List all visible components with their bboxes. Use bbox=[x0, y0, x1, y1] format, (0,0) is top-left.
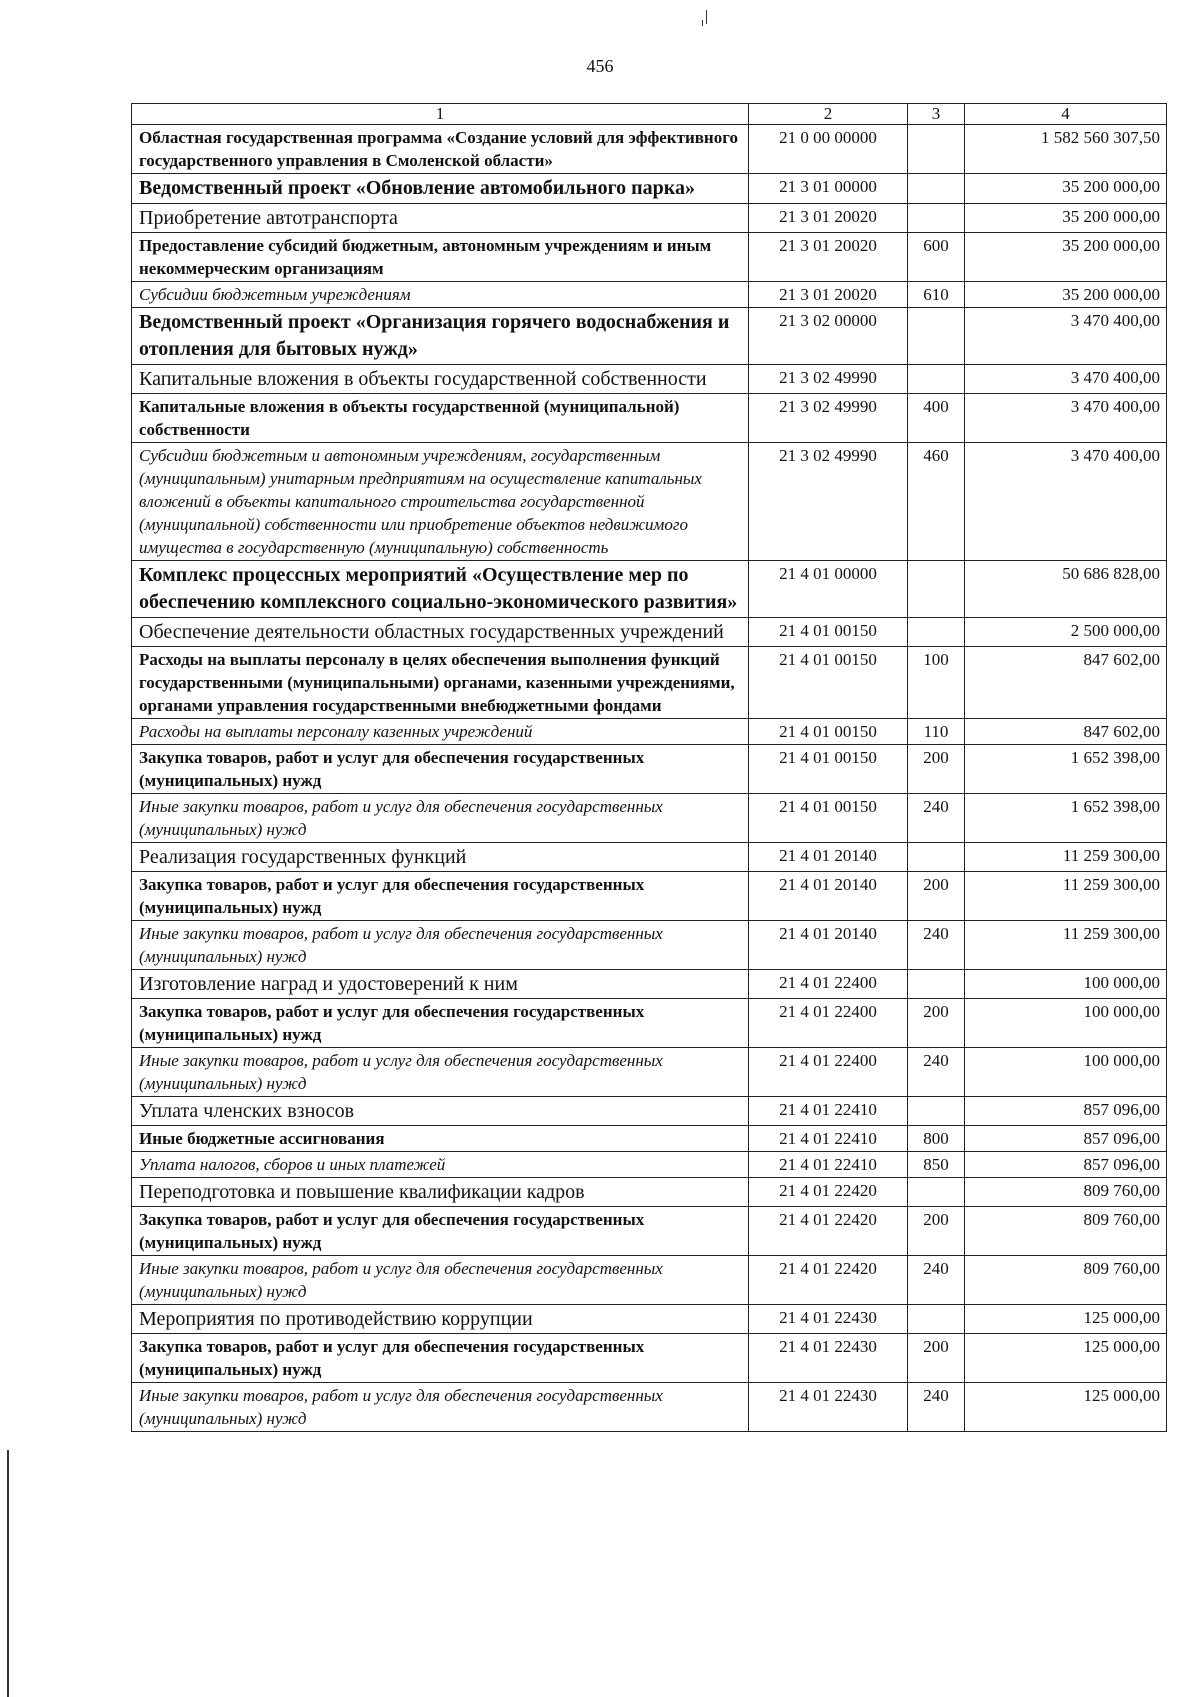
row-name: Уплата налогов, сборов и иных платежей bbox=[132, 1152, 749, 1178]
row-code: 21 4 01 20140 bbox=[749, 921, 908, 970]
row-name: Расходы на выплаты персоналу казенных учреждений bbox=[132, 719, 749, 745]
table-row bbox=[132, 443, 1167, 561]
row-expense-type: 240 bbox=[908, 794, 965, 843]
row-code: 21 4 01 22420 bbox=[749, 1178, 908, 1207]
row-name: Иные бюджетные ассигнования bbox=[132, 1126, 749, 1152]
row-code: 21 3 02 49990 bbox=[749, 443, 908, 561]
row-name: Закупка товаров, работ и услуг для обеспечения государственных (муниципальных) нужд bbox=[132, 745, 749, 794]
header-col-4: 4 bbox=[965, 104, 1167, 125]
row-name: Закупка товаров, работ и услуг для обеспечения государственных (муниципальных) нужд bbox=[132, 999, 749, 1048]
row-code: 21 3 02 49990 bbox=[749, 365, 908, 394]
row-code: 21 4 01 22430 bbox=[749, 1305, 908, 1334]
row-sum: 100 000,00 bbox=[965, 999, 1167, 1048]
table-row bbox=[132, 999, 1167, 1048]
row-name: Субсидии бюджетным учреждениям bbox=[132, 282, 749, 308]
row-name: Закупка товаров, работ и услуг для обеспечения государственных (муниципальных) нужд bbox=[132, 1334, 749, 1383]
row-name: Закупка товаров, работ и услуг для обеспечения государственных (муниципальных) нужд bbox=[132, 1207, 749, 1256]
row-expense-type: 200 bbox=[908, 1334, 965, 1383]
row-name: Иные закупки товаров, работ и услуг для обеспечения государственных (муниципальных) нужд bbox=[132, 1256, 749, 1305]
table-row bbox=[132, 1152, 1167, 1178]
page-number: 456 bbox=[586, 56, 614, 76]
row-name: Обеспечение деятельности областных государственных учреждений bbox=[132, 618, 749, 647]
row-expense-type: 610 bbox=[908, 282, 965, 308]
budget-table bbox=[131, 103, 1167, 1432]
header-col-1: 1 bbox=[132, 104, 749, 125]
header-col-2: 2 bbox=[749, 104, 908, 125]
row-code: 21 3 01 20020 bbox=[749, 233, 908, 282]
table-row bbox=[132, 204, 1167, 233]
row-code: 21 4 01 00150 bbox=[749, 719, 908, 745]
row-sum: 857 096,00 bbox=[965, 1152, 1167, 1178]
row-sum: 857 096,00 bbox=[965, 1097, 1167, 1126]
row-expense-type: 240 bbox=[908, 921, 965, 970]
row-expense-type bbox=[908, 1305, 965, 1334]
row-sum: 857 096,00 bbox=[965, 1126, 1167, 1152]
row-expense-type: 460 bbox=[908, 443, 965, 561]
table-header bbox=[132, 104, 1167, 125]
row-sum: 3 470 400,00 bbox=[965, 394, 1167, 443]
row-name: Реализация государственных функций bbox=[132, 843, 749, 872]
table-row bbox=[132, 1383, 1167, 1432]
row-code: 21 3 01 20020 bbox=[749, 282, 908, 308]
table-row bbox=[132, 233, 1167, 282]
row-code: 21 3 01 00000 bbox=[749, 174, 908, 204]
row-sum: 3 470 400,00 bbox=[965, 308, 1167, 365]
row-code: 21 4 01 00150 bbox=[749, 745, 908, 794]
row-code: 21 4 01 22420 bbox=[749, 1207, 908, 1256]
table-body bbox=[132, 125, 1167, 1432]
row-sum: 125 000,00 bbox=[965, 1305, 1167, 1334]
table-row bbox=[132, 921, 1167, 970]
table-row bbox=[132, 618, 1167, 647]
row-name: Иные закупки товаров, работ и услуг для обеспечения государственных (муниципальных) нужд bbox=[132, 1383, 749, 1432]
row-name: Переподготовка и повышение квалификации кадров bbox=[132, 1178, 749, 1207]
table-row bbox=[132, 561, 1167, 618]
row-name: Иные закупки товаров, работ и услуг для обеспечения государственных (муниципальных) нужд bbox=[132, 1048, 749, 1097]
row-name: Расходы на выплаты персоналу в целях обеспечения выполнения функций государственными (муниципальными) органами, казенными учреждениями, органами управления государственными внебюджетными фондами bbox=[132, 647, 749, 719]
row-code: 21 4 01 22410 bbox=[749, 1126, 908, 1152]
row-expense-type: 240 bbox=[908, 1256, 965, 1305]
row-code: 21 3 01 20020 bbox=[749, 204, 908, 233]
row-expense-type: 200 bbox=[908, 745, 965, 794]
row-name: Областная государственная программа «Создание условий для эффективного государственного управления в Смоленской области» bbox=[132, 125, 749, 174]
row-expense-type bbox=[908, 204, 965, 233]
table-row bbox=[132, 365, 1167, 394]
row-name: Закупка товаров, работ и услуг для обеспечения государственных (муниципальных) нужд bbox=[132, 872, 749, 921]
row-sum: 50 686 828,00 bbox=[965, 561, 1167, 618]
table-row bbox=[132, 843, 1167, 872]
row-expense-type: 110 bbox=[908, 719, 965, 745]
table-row bbox=[132, 1048, 1167, 1097]
row-code: 21 4 01 22400 bbox=[749, 999, 908, 1048]
row-name: Иные закупки товаров, работ и услуг для обеспечения государственных (муниципальных) нужд bbox=[132, 794, 749, 843]
row-expense-type bbox=[908, 561, 965, 618]
row-sum: 1 582 560 307,50 bbox=[965, 125, 1167, 174]
header-row bbox=[132, 104, 1167, 125]
row-code: 21 3 02 00000 bbox=[749, 308, 908, 365]
row-name: Комплекс процессных мероприятий «Осуществление мер по обеспечению комплексного социально-экономического развития» bbox=[132, 561, 749, 618]
row-name: Мероприятия по противодействию коррупции bbox=[132, 1305, 749, 1334]
row-sum: 2 500 000,00 bbox=[965, 618, 1167, 647]
table-row bbox=[132, 125, 1167, 174]
row-sum: 35 200 000,00 bbox=[965, 174, 1167, 204]
table-row bbox=[132, 872, 1167, 921]
table-row bbox=[132, 647, 1167, 719]
table-row bbox=[132, 1334, 1167, 1383]
table-row bbox=[132, 1256, 1167, 1305]
header-col-3: 3 bbox=[908, 104, 965, 125]
row-sum: 125 000,00 bbox=[965, 1383, 1167, 1432]
row-sum: 847 602,00 bbox=[965, 647, 1167, 719]
row-expense-type: 240 bbox=[908, 1383, 965, 1432]
row-expense-type bbox=[908, 970, 965, 999]
row-expense-type: 200 bbox=[908, 1207, 965, 1256]
row-sum: 35 200 000,00 bbox=[965, 233, 1167, 282]
scan-mark bbox=[7, 1450, 9, 1697]
row-expense-type: 400 bbox=[908, 394, 965, 443]
row-name: Ведомственный проект «Организация горячего водоснабжения и отопления для бытовых нужд» bbox=[132, 308, 749, 365]
table-row bbox=[132, 308, 1167, 365]
row-expense-type: 100 bbox=[908, 647, 965, 719]
row-expense-type: 240 bbox=[908, 1048, 965, 1097]
row-sum: 3 470 400,00 bbox=[965, 443, 1167, 561]
row-expense-type bbox=[908, 125, 965, 174]
row-code: 21 4 01 20140 bbox=[749, 843, 908, 872]
row-sum: 100 000,00 bbox=[965, 1048, 1167, 1097]
row-name: Иные закупки товаров, работ и услуг для обеспечения государственных (муниципальных) нужд bbox=[132, 921, 749, 970]
row-expense-type: 200 bbox=[908, 999, 965, 1048]
table-row bbox=[132, 794, 1167, 843]
row-expense-type bbox=[908, 1097, 965, 1126]
table-row bbox=[132, 1305, 1167, 1334]
row-expense-type: 600 bbox=[908, 233, 965, 282]
row-sum: 35 200 000,00 bbox=[965, 282, 1167, 308]
table-row bbox=[132, 970, 1167, 999]
row-code: 21 4 01 22420 bbox=[749, 1256, 908, 1305]
row-sum: 809 760,00 bbox=[965, 1178, 1167, 1207]
table-row bbox=[132, 394, 1167, 443]
row-sum: 1 652 398,00 bbox=[965, 745, 1167, 794]
row-code: 21 4 01 22400 bbox=[749, 1048, 908, 1097]
row-sum: 11 259 300,00 bbox=[965, 872, 1167, 921]
row-name: Уплата членских взносов bbox=[132, 1097, 749, 1126]
row-name: Капитальные вложения в объекты государственной собственности bbox=[132, 365, 749, 394]
row-expense-type: 850 bbox=[908, 1152, 965, 1178]
row-sum: 1 652 398,00 bbox=[965, 794, 1167, 843]
row-code: 21 4 01 20140 bbox=[749, 872, 908, 921]
row-sum: 809 760,00 bbox=[965, 1207, 1167, 1256]
row-code: 21 4 01 22430 bbox=[749, 1334, 908, 1383]
row-code: 21 4 01 22400 bbox=[749, 970, 908, 999]
row-expense-type: 200 bbox=[908, 872, 965, 921]
row-expense-type bbox=[908, 618, 965, 647]
row-code: 21 0 00 00000 bbox=[749, 125, 908, 174]
row-sum: 11 259 300,00 bbox=[965, 921, 1167, 970]
table-row bbox=[132, 719, 1167, 745]
row-sum: 125 000,00 bbox=[965, 1334, 1167, 1383]
row-code: 21 4 01 00000 bbox=[749, 561, 908, 618]
row-name: Ведомственный проект «Обновление автомобильного парка» bbox=[132, 174, 749, 204]
table-row bbox=[132, 1178, 1167, 1207]
row-code: 21 4 01 22410 bbox=[749, 1152, 908, 1178]
row-sum: 809 760,00 bbox=[965, 1256, 1167, 1305]
row-sum: 11 259 300,00 bbox=[965, 843, 1167, 872]
row-code: 21 4 01 22430 bbox=[749, 1383, 908, 1432]
table-row bbox=[132, 282, 1167, 308]
row-sum: 847 602,00 bbox=[965, 719, 1167, 745]
table-row bbox=[132, 1097, 1167, 1126]
row-sum: 100 000,00 bbox=[965, 970, 1167, 999]
table-row bbox=[132, 1207, 1167, 1256]
scan-mark bbox=[706, 10, 707, 24]
table-row bbox=[132, 1126, 1167, 1152]
row-code: 21 4 01 00150 bbox=[749, 618, 908, 647]
row-expense-type: 800 bbox=[908, 1126, 965, 1152]
row-expense-type bbox=[908, 1178, 965, 1207]
row-expense-type bbox=[908, 308, 965, 365]
row-sum: 35 200 000,00 bbox=[965, 204, 1167, 233]
row-name: Приобретение автотранспорта bbox=[132, 204, 749, 233]
row-code: 21 4 01 00150 bbox=[749, 794, 908, 843]
row-name: Капитальные вложения в объекты государственной (муниципальной) собственности bbox=[132, 394, 749, 443]
table-row bbox=[132, 745, 1167, 794]
table-row bbox=[132, 174, 1167, 204]
row-expense-type bbox=[908, 843, 965, 872]
row-code: 21 4 01 00150 bbox=[749, 647, 908, 719]
scan-mark bbox=[702, 20, 703, 26]
row-code: 21 4 01 22410 bbox=[749, 1097, 908, 1126]
row-name: Изготовление наград и удостоверений к ним bbox=[132, 970, 749, 999]
row-name: Предоставление субсидий бюджетным, автономным учреждениям и иным некоммерческим организациям bbox=[132, 233, 749, 282]
row-expense-type bbox=[908, 174, 965, 204]
row-code: 21 3 02 49990 bbox=[749, 394, 908, 443]
row-sum: 3 470 400,00 bbox=[965, 365, 1167, 394]
row-expense-type bbox=[908, 365, 965, 394]
row-name: Субсидии бюджетным и автономным учреждениям, государственным (муниципальным) унитарным предприятиям на осуществление капитальных вложений в объекты капитального строительства государственной (муниципальной) собственности или приобретение объектов недвижимого имущества в государственную (муниципальную) собственность bbox=[132, 443, 749, 561]
